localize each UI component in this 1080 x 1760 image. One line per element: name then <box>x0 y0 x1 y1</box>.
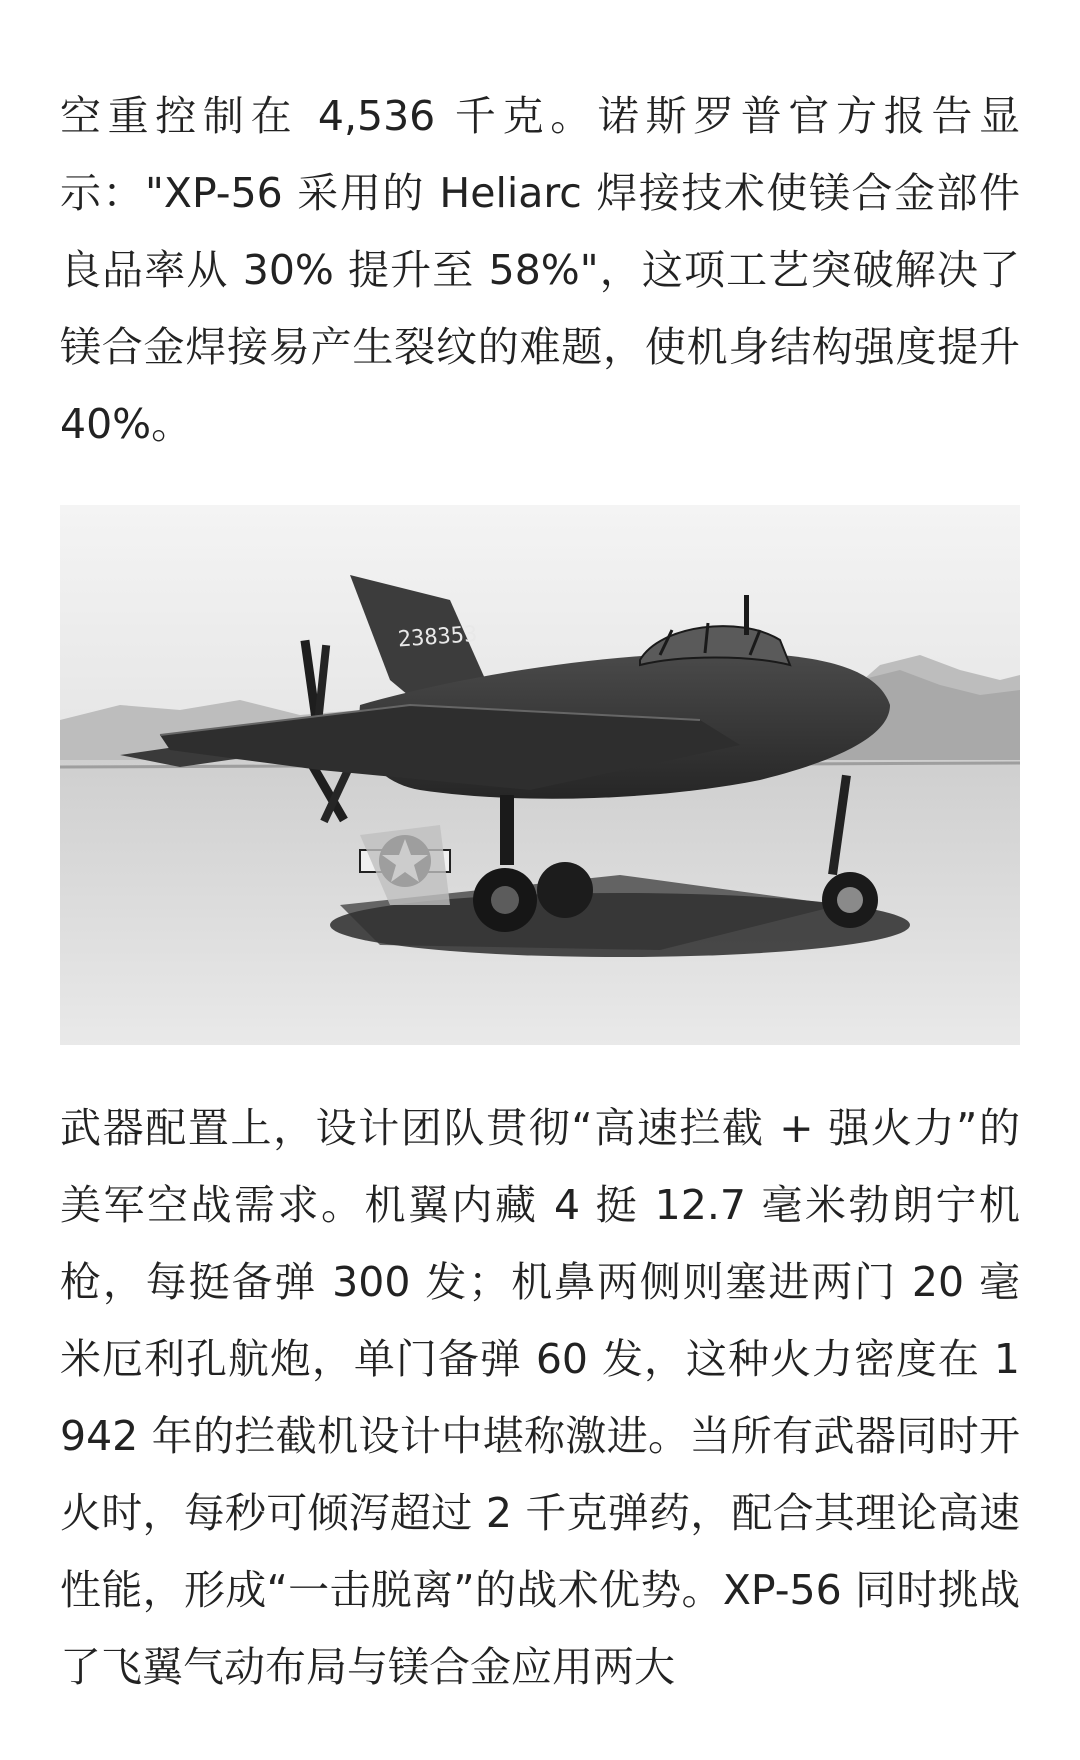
paragraph-weight-welding: 空重控制在 4,536 千克。诺斯罗普官方报告显示："XP-56 采用的 Heliarc 焊接技术使镁合金部件良品率从 30% 提升至 58%"，这项工艺突破解决了镁合金焊接易产生裂纹的难题，使机身结构强度提升 40%。 <box>60 92 1020 448</box>
xp56-aircraft-photo <box>60 505 1020 1045</box>
tail-number: 238353 <box>397 622 479 653</box>
paragraph-armament: 武器配置上，设计团队贯彻“高速拦截 + 强火力”的美军空战需求。机翼内藏 4 挺 12.7 毫米勃朗宁机枪，每挺备弹 300 发；机鼻两侧则塞进两门 20 毫米厄利孔航炮，单门备弹 60 发，这种火力密度在 1942 年的拦截机设计中堪称激进。当所有武器同时开火时，每秒可倾泻超过 2 千克弹药，配合其理论高速性能，形成“一击脱离”的战术优势。XP-56 同时挑战了飞翼气动布局与镁合金应用两大 <box>60 1104 1020 1691</box>
